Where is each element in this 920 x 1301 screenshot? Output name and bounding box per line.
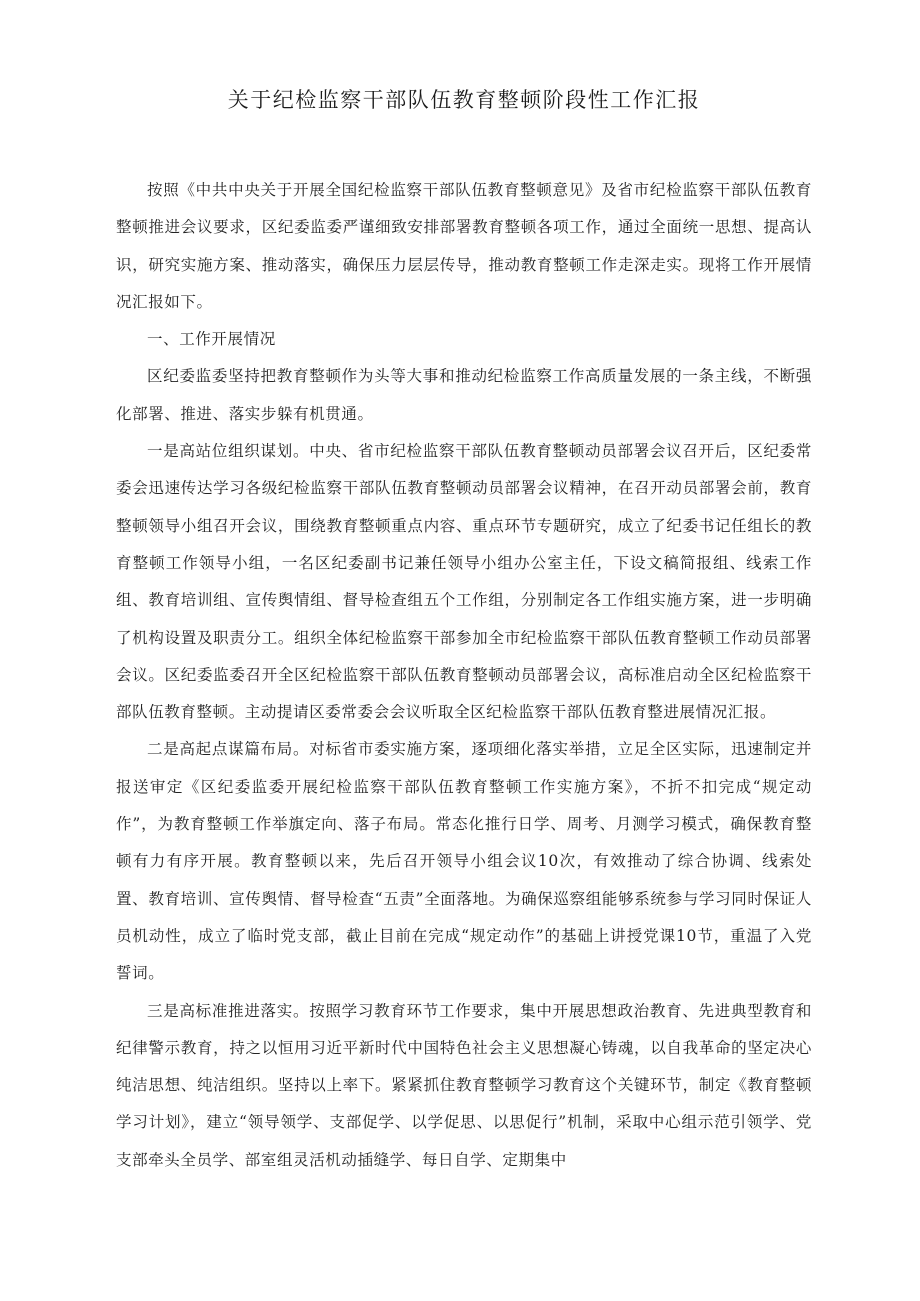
document-title: 关于纪检监察干部队伍教育整顿阶段性工作汇报 bbox=[227, 88, 701, 112]
paragraph-point-three: 三是高标准推进落实。按照学习教育环节工作要求，集中开展思想政治教育、先进典型教育和纪律警示教育，持之以恒用习近平新时代中国特色社会主义思想凝心铸魂，以自我革命的坚定决心纯洁思想、纯洁组织。坚持以上率下。紧紧抓住教育整顿学习教育这个关键环节，制定《教育整顿学习计划》，建立“领导领学、支部促学、以学促思、以思促行”机制，采取中心组示范引领学、党支部牵头全员学、部室组灵活机动插缝学、每日自学、定期集中 bbox=[116, 1001, 812, 1169]
paragraph-point-two: 二是高起点谋篇布局。对标省市委实施方案，逐项细化落实举措，立足全区实际，迅速制定并报送审定《区纪委监委开展纪检监察干部队伍教育整顿工作实施方案》，不折不扣完成“规定动作”，为教育整顿工作举旗定向、落子布局。常态化推行日学、周考、月测学习模式，确保教育整顿有力有序开展。教育整顿以来，先后召开领导小组会议10次，有效推动了综合协调、线索处置、教育培训、宣传舆情、督导检查“五责”全面落地。为确保巡察组能够系统参与学习同时保证人员机动性，成立了临时党支部，截止目前在完成“规定动作”的基础上讲授党课10节，重温了入党誓词。 bbox=[116, 740, 812, 983]
paragraph-intro: 按照《中共中央关于开展全国纪检监察干部队伍教育整顿意见》及省市纪检监察干部队伍教育整顿推进会议要求，区纪委监委严谨细致安排部署教育整顿各项工作，通过全面统一思想、提高认识，研究实施方案、推动落实，确保压力层层传导，推动教育整顿工作走深走实。现将工作开展情况汇报如下。 bbox=[116, 181, 812, 311]
section-heading-work-progress: 一、工作开展情况 bbox=[147, 330, 276, 349]
paragraph-overview: 区纪委监委坚持把教育整顿作为头等大事和推动纪检监察工作高质量发展的一条主线，不断强化部署、推进、落实步躲有机贯通。 bbox=[116, 367, 812, 423]
paragraph-point-one: 一是高站位组织谋划。中央、省市纪检监察干部队伍教育整顿动员部署会议召开后，区纪委常委会迅速传达学习各级纪检监察干部队伍教育整顿动员部署会议精神，在召开动员部署会前，教育整顿领导小组召开会议，围绕教育整顿重点内容、重点环节专题研究，成立了纪委书记任组长的教育整顿工作领导小组，一名区纪委副书记兼任领导小组办公室主任，下设文稿简报组、线索工作组、教育培训组、宣传舆情组、督导检查组五个工作组，分别制定各工作组实施方案，进一步明确了机构设置及职责分工。组织全体纪检监察干部参加全市纪检监察干部队伍教育整顿工作动员部署会议。区纪委监委召开全区纪检监察干部队伍教育整顿动员部署会议，高标准启动全区纪检监察干部队伍教育整顿。主动提请区委常委会会议听取全区纪检监察干部队伍教育整进展情况汇报。 bbox=[116, 442, 812, 722]
